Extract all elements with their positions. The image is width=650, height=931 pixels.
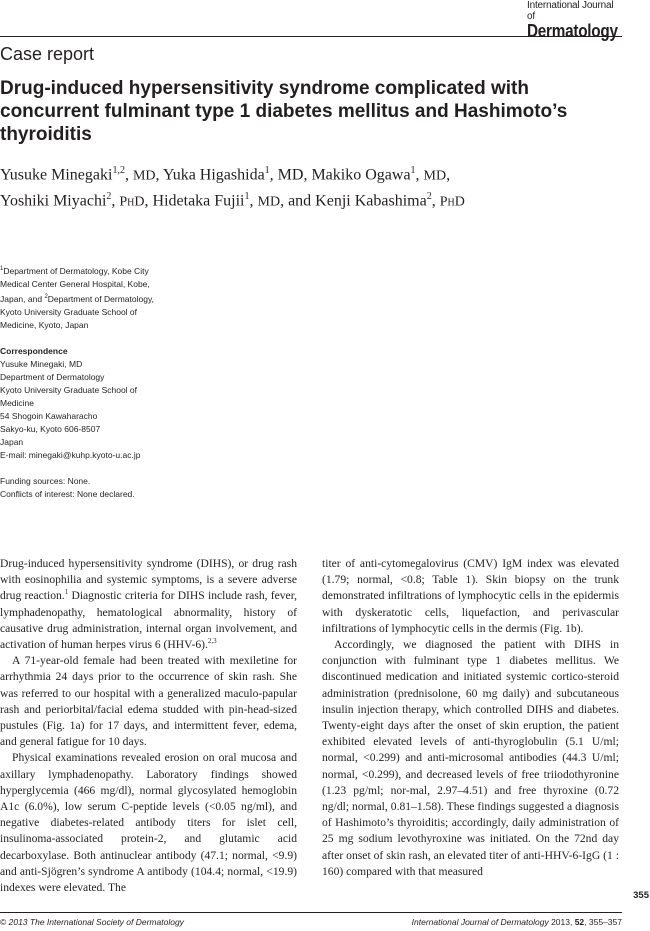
journal-logo-main: Dermatology	[527, 21, 618, 41]
corr-line: Kyoto University Graduate School of Medicine	[0, 384, 138, 408]
footer-rule	[0, 912, 622, 913]
journal-logo	[527, 0, 619, 40]
body-column-right	[322, 556, 619, 880]
author-affiliation: 1	[244, 191, 250, 203]
author-name: Yusuke Minegaki	[0, 166, 113, 184]
corr-line: 54 Shogoin Kawaharacho	[0, 410, 98, 421]
affiliations: $^1$Department of Dermatology, Kobe City Medical Center General Hospital, Kobe, Japan, and $^2$Department of Dermatology, Kyoto University Graduate School of Medicine, Kyoto, Japan	[0, 265, 154, 330]
body-paragraph: A 71-year-old female had been treated with mexiletine for arrhythmia 24 days prior to the occurrence of skin rash. She was referred to our hospital with a generalized maculo-papular rash and periorbital/facial edema studded with pin-head-sized pustules (Fig. 1a) for 17 days, and intermittent fever, edema, and general fatigue for 10 days.	[0, 654, 297, 749]
author-affiliation: 2	[106, 191, 112, 203]
body-paragraph: Accordingly, we diagnosed the patient with DIHS in conjunction with fulminant type 1 diabetes mellitus. We discontinued medication and initiated systemic cortico-steroid administration (prednisolone, 60 mg daily) and subcutaneous insulin injection therapy, which controlled DIHS and diabetes. Twenty-eight days after the onset of skin eruption, the patient exhibited elevated levels of anti-thyroglobulin (5.1 U/ml; normal, <0.299) and anti-microsomal antibodies (44.3 U/ml; normal, <0.299), and decreased levels of free triiodothyronine (1.23 pg/ml; nor-mal, 2.97–4.51) and free thyroxine (0.72 ng/dl; normal, 0.81–1.58). These findings suggested a diagnosis of Hashimoto’s thyroiditis; accordingly, daily administration of 25 mg sodium levothyroxine was initiated. On the 72nd day after onset of skin rash, an elevated titer of anti-HHV-6-IgG (1 : 160) compared with that measured	[322, 638, 619, 878]
header-rule	[0, 36, 622, 37]
author-name: Kenji Kabashima	[315, 192, 427, 210]
page-number: 355	[633, 890, 649, 901]
article-type: Case report	[0, 44, 95, 64]
body-column-left	[0, 556, 297, 896]
body-paragraph: Physical examinations revealed erosion on oral mucosa and axillary lymphadenopathy. Laboratory findings showed hyperglycemia (466 mg/dl), normal glycosylated hemoglobin A1c (6.0%), low serum C-peptide levels (<0.05 ng/ml), and negative diabetes-related antibody titers for islet cell, insulinoma-associated protein-2, and glutamic acid decarboxylase. Both antinuclear antibody (47.1; normal, <9.9) and anti-Sjögren’s syndrome A antibody (104.4; normal, <19.9) indexes were elevated. The	[0, 751, 297, 895]
author-degree: MD	[257, 194, 281, 210]
correspondence-heading: Correspondence	[0, 345, 68, 356]
author-name: Makiko Ogawa	[311, 166, 411, 184]
author-affiliation: 2	[426, 191, 432, 203]
author-name: Yuka Higashida	[162, 166, 265, 184]
corr-line: Yusuke Minegaki, MD	[0, 358, 83, 369]
footer-citation: International Journal of Dermatology 2013, 52, 355–357	[411, 917, 622, 927]
conflicts-statement: Conflicts of interest: None declared.	[0, 488, 135, 499]
citation-ref[interactable]: 2,3	[207, 637, 217, 646]
author-name: Yoshiki Miyachi	[0, 192, 107, 210]
author-degree: MD	[132, 168, 156, 184]
journal-logo-top: International Journal of	[527, 0, 614, 22]
corr-line: Department of Dermatology	[0, 371, 105, 382]
author-degree: MD	[277, 166, 304, 184]
corr-line: Sakyo-ku, Kyoto 606-8507	[0, 423, 101, 434]
corr-email[interactable]: E-mail: minegaki@kuhp.kyoto-u.ac.jp	[0, 449, 141, 460]
author-affiliation: 1	[410, 165, 416, 176]
author-affiliation: 1	[264, 165, 270, 176]
footer-copyright: © 2013 The International Society of Dermatology	[0, 917, 184, 927]
author-name: Hidetaka Fujii	[152, 192, 245, 210]
article-title: Drug-induced hypersensitivity syndrome complicated with concurrent fulminant type 1 diabetes mellitus and Hashimoto’s thyroiditis	[0, 78, 568, 145]
body-paragraph: Drug-induced hypersensitivity syndrome (DIHS), or drug rash with eosinophilia and systemic symptoms, is a severe adverse drug reaction.$^1$ Diagnostic criteria for DIHS include rash, fever, lymphadenopathy, hematological abnormality, history of causative drug administration, internal organ involvement, and activation of human herpes virus 6 (HHV-6).$^{2,3}$	[0, 557, 297, 652]
citation-ref[interactable]: 1	[64, 588, 69, 597]
affiliations-sidebar	[0, 263, 170, 501]
author-affiliation: 1,2	[112, 165, 125, 176]
author-degree: PhD	[119, 194, 145, 210]
author-degree: PhD	[439, 194, 465, 210]
body-paragraph: titer of anti-cytomegalovirus (CMV) IgM index was elevated (1.79; normal, <0.8; Table 1). Skin biopsy on the trunk demonstrated infiltrations of lymphocytic cells in the epidermis with dyskeratotic cells, liquefaction, and perivascular infiltrations of lymphocytic cells in the dermis (Fig. 1b).	[322, 557, 619, 635]
author-list: Yusuke Minegaki$^{1,2}$, MD, Yuka Higashida$^1$, MD, Makiko Ogawa$^1$, MD, Yoshiki Miyachi$^2$, PhD, Hidetaka Fujii$^1$, MD, and Kenji Kabashima$^2$, PhD	[0, 165, 465, 210]
corr-line: Japan	[0, 436, 24, 447]
author-degree: MD	[423, 168, 447, 184]
funding-statement: Funding sources: None.	[0, 475, 91, 486]
